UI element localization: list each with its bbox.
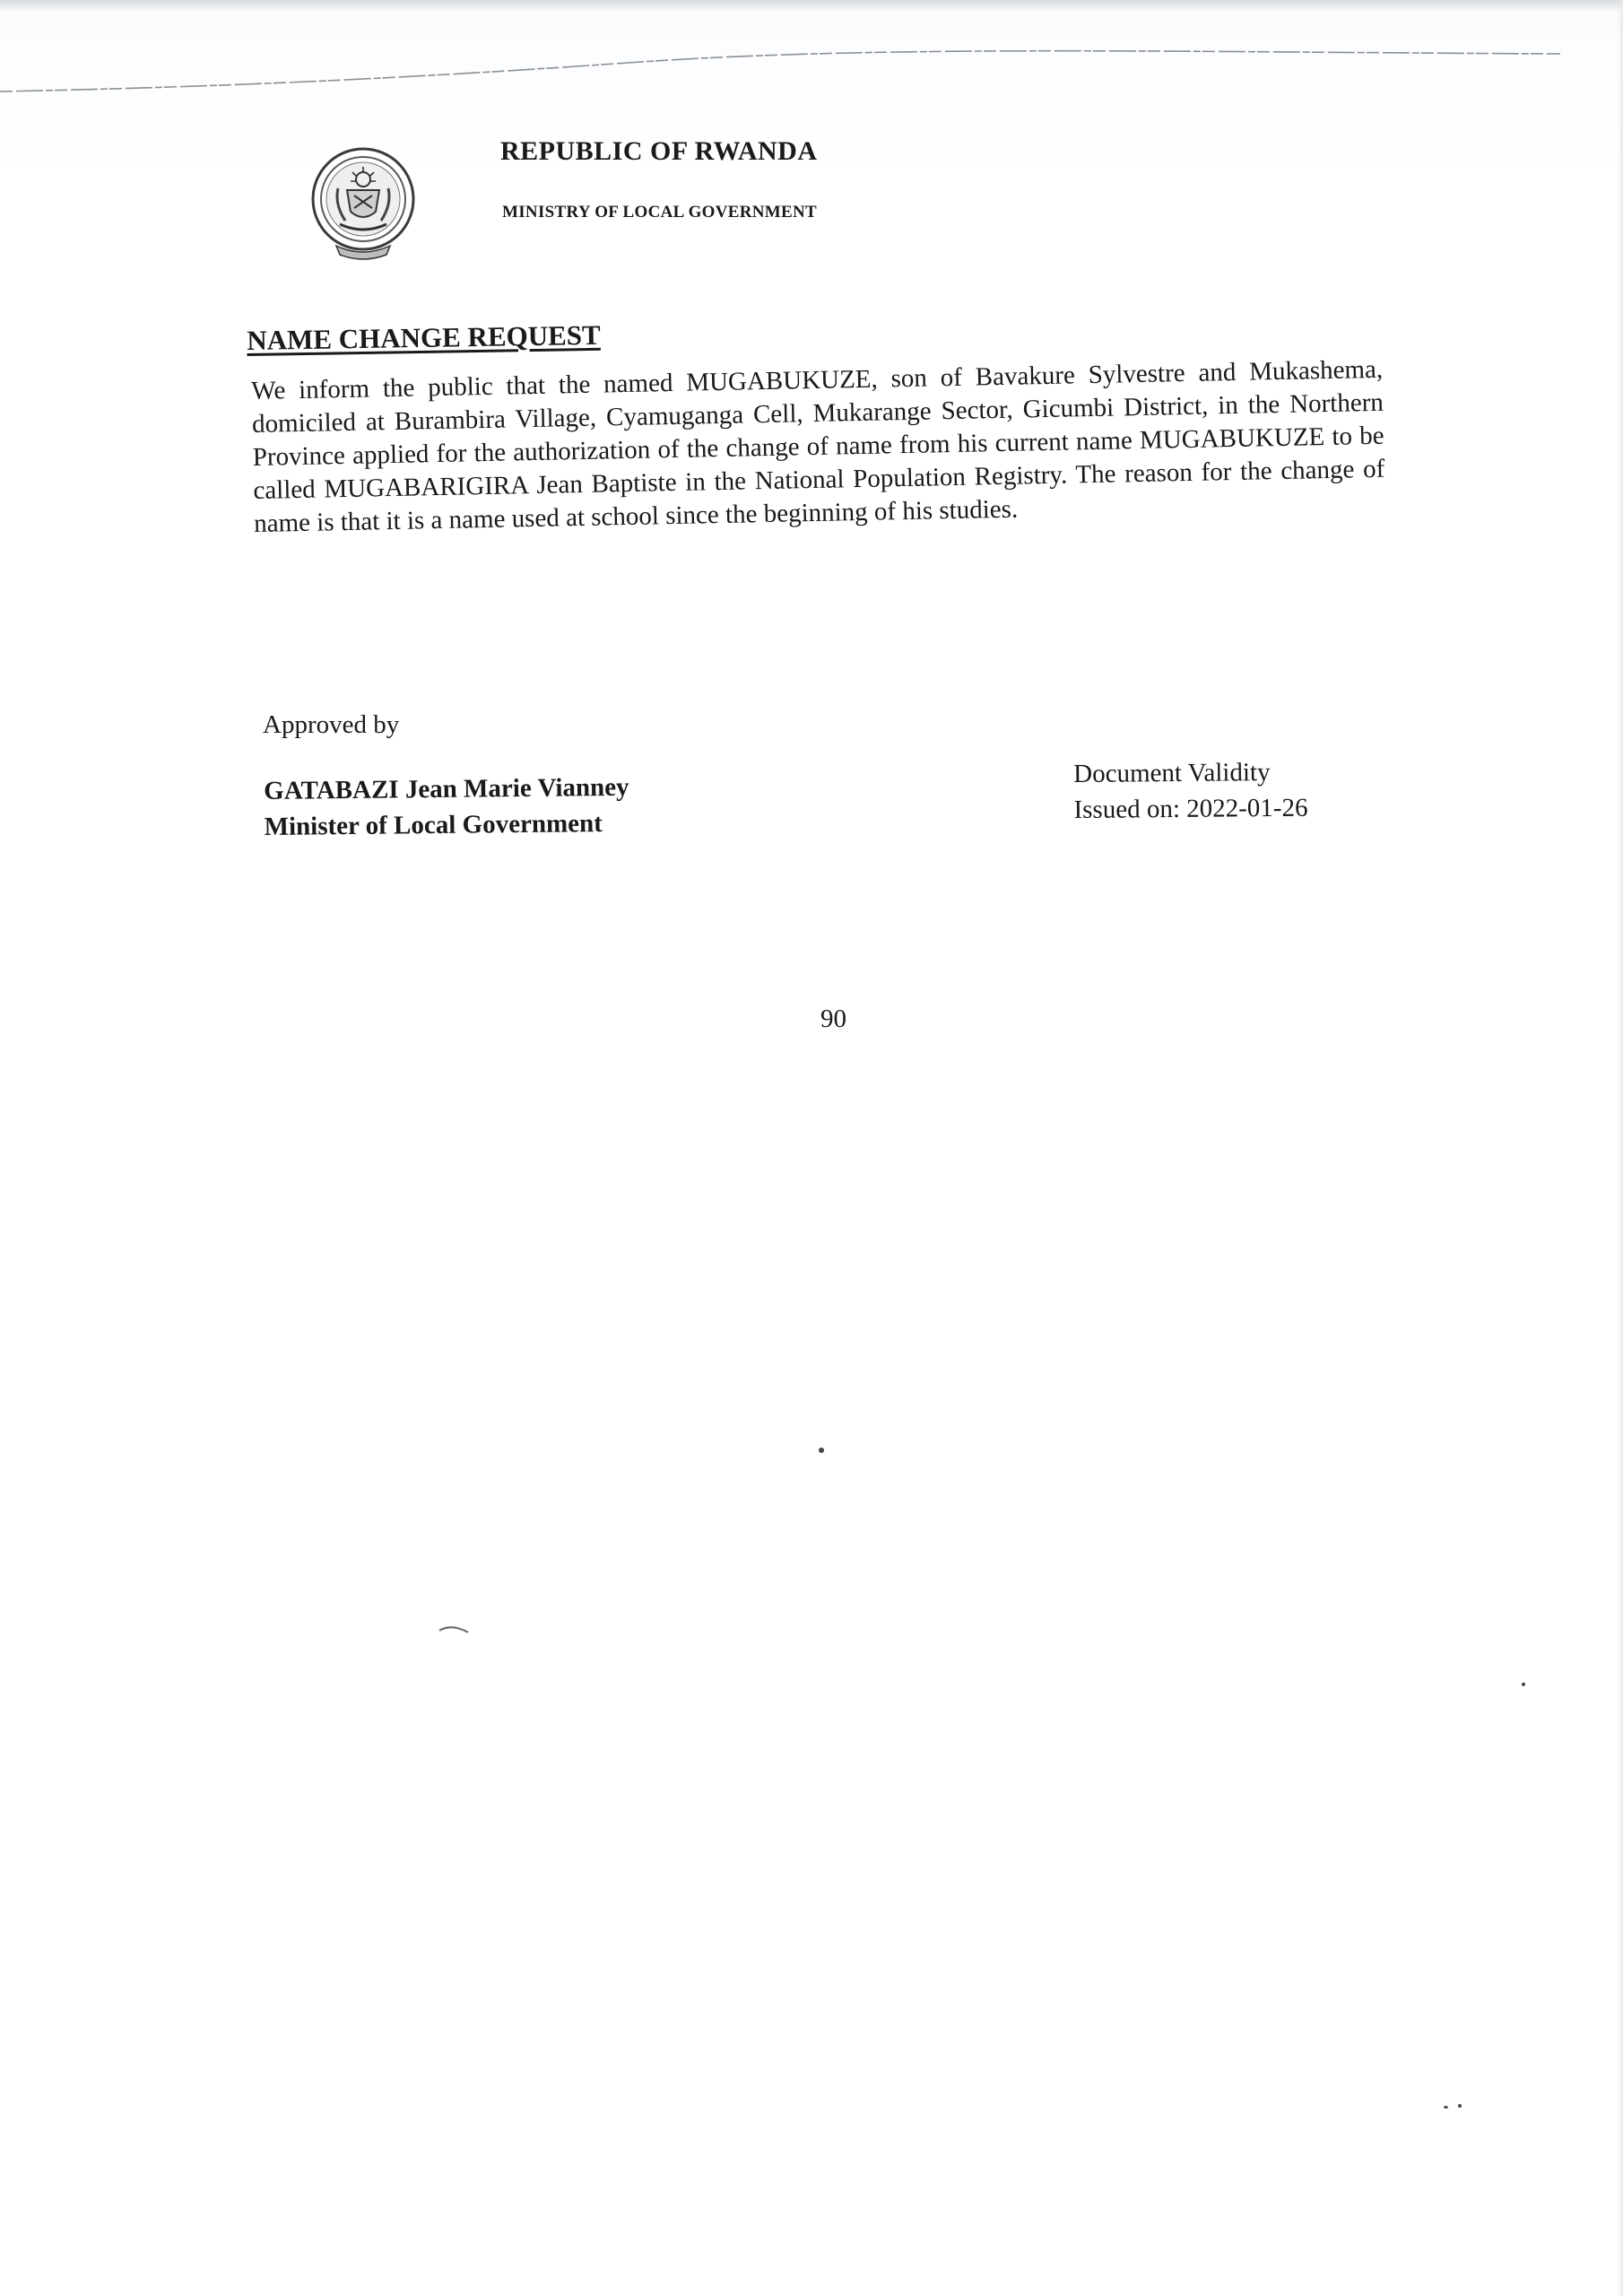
scan-edge-top	[0, 0, 1623, 13]
validity-label: Document Validity	[1073, 758, 1271, 788]
scan-edge-right	[1618, 0, 1623, 2296]
signatory-block	[264, 770, 629, 845]
scan-speck	[1522, 1683, 1525, 1686]
scan-speck	[819, 1448, 824, 1453]
issued-date: Issued on: 2022-01-26	[1073, 793, 1308, 824]
page-number: 90	[820, 1004, 846, 1033]
notice-body: We inform the public that the named MUGABUKUZE, son of Bavakure Sylvestre and Mukashema, domiciled at Burambira Village, Cyamuganga Cell, Mukarange Sector, Gicumbi District, in the Northern Province applied for the authorization of the change of name from his current name MUGABUKUZE to be called MUGABARIGIRA Jean Baptiste in the National Population Registry. The reason for the change of name is that it is a name used at school since the beginning of his studies.	[251, 354, 1385, 538]
approved-by-label: Approved by	[263, 710, 400, 739]
scan-speck	[1458, 2104, 1462, 2108]
paper-fold-line	[0, 36, 1560, 108]
signatory-name: GATABAZI Jean Marie Vianney	[264, 772, 629, 805]
validity-block	[1073, 754, 1308, 828]
notice-title: NAME CHANGE REQUEST	[247, 318, 601, 356]
rwanda-coat-of-arms-icon	[309, 145, 417, 262]
ministry-heading: MINISTRY OF LOCAL GOVERNMENT	[502, 203, 817, 222]
scan-speck	[1444, 2106, 1448, 2109]
signatory-position: Minister of Local Government	[264, 809, 603, 841]
scan-mark	[438, 1622, 473, 1636]
country-heading: REPUBLIC OF RWANDA	[500, 136, 818, 166]
